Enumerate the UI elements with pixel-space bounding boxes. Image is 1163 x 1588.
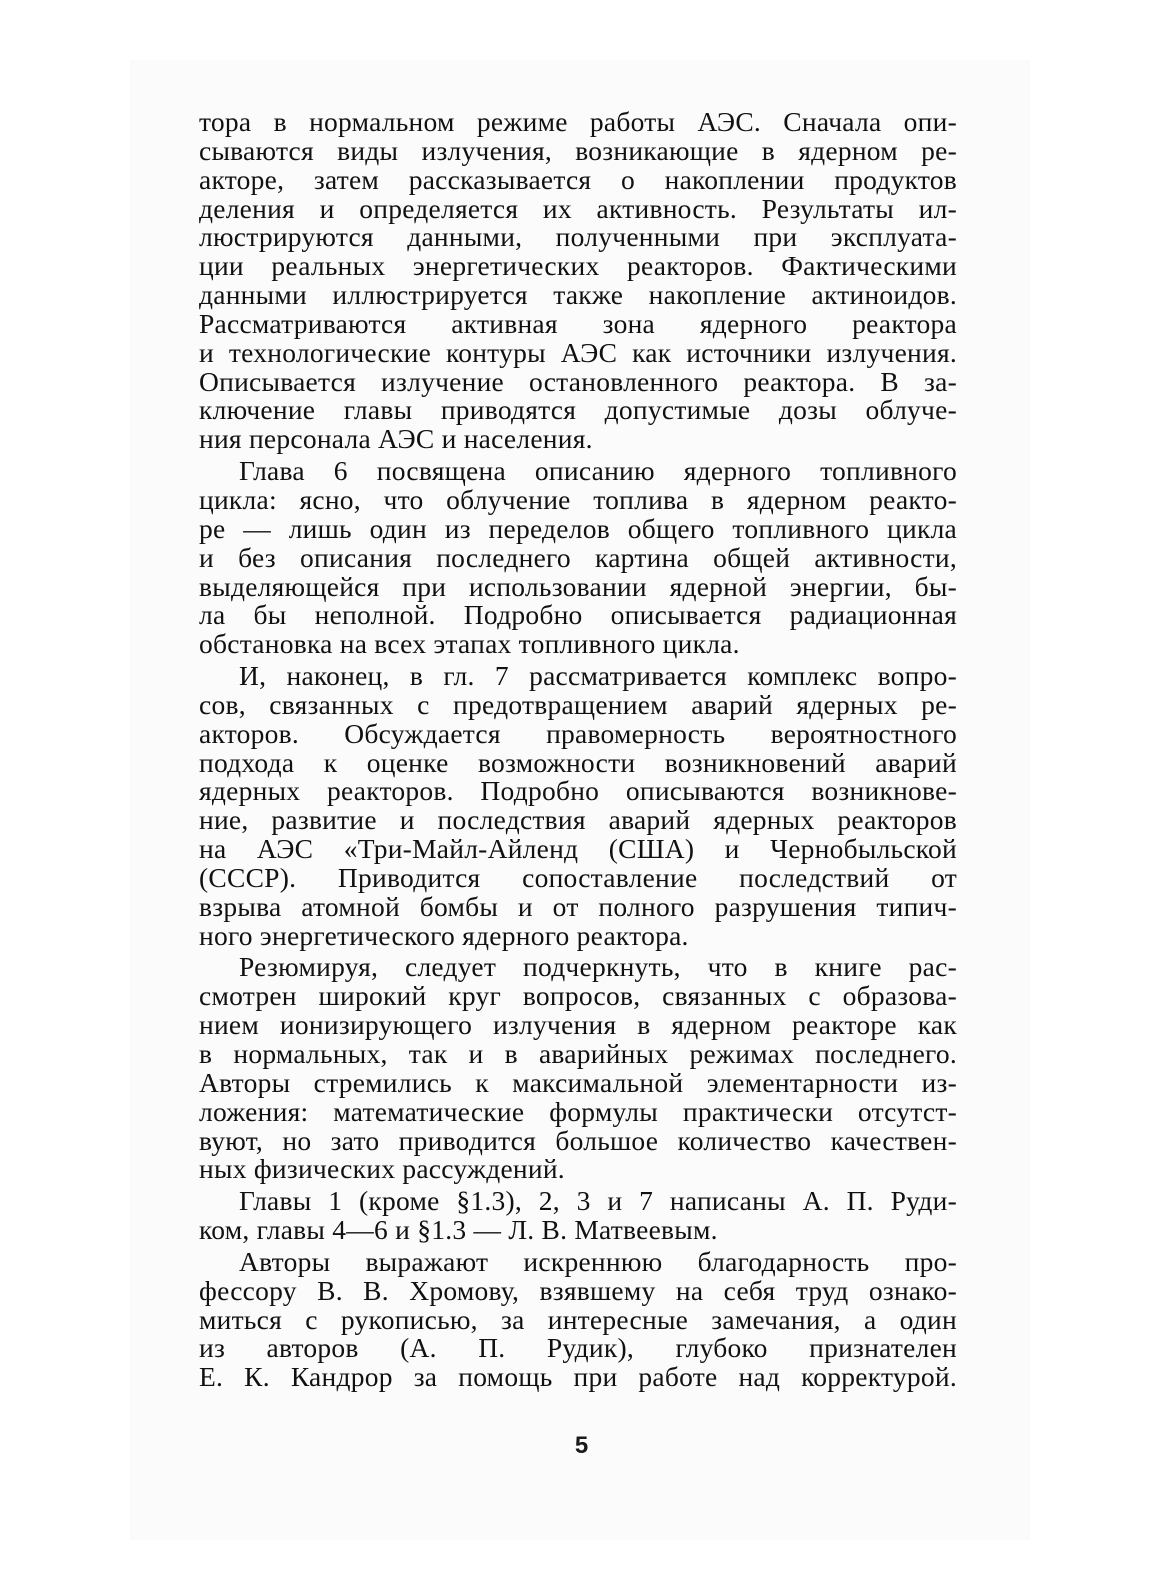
text-line: И, наконец, в гл. 7 рассматривается комплекс вопро-: [239, 660, 957, 692]
paragraph-1: [199, 108, 957, 454]
text-line: цикла: ясно, что облучение топлива в ядерном реакто-: [199, 483, 957, 515]
paragraph-5: [199, 1187, 957, 1245]
text-line: Описывается излучение остановленного реактора. В за-: [199, 365, 957, 397]
text-line: сов, связанных с предотвращением аварий ядерных ре-: [199, 688, 957, 720]
text-line: Авторы стремились к максимальной элементарности из-: [199, 1066, 957, 1098]
text-line: Рассматриваются активная зона ядерного реактора: [199, 307, 957, 339]
text-line: ного энергетического ядерного реактора.: [199, 919, 689, 951]
text-line: и без описания последнего картина общей активности,: [199, 541, 957, 573]
text-line: Резюмируя, следует подчеркнуть, что в книге рас-: [239, 951, 957, 983]
text-line: из авторов (А. П. Рудик), глубоко признателен: [199, 1332, 957, 1364]
text-line: Е. К. Кандрор за помощь при работе над корректурой.: [199, 1361, 957, 1393]
text-line: ядерных реакторов. Подробно описываются возникнове-: [199, 775, 957, 807]
text-line: в нормальных, так и в аварийных режимах последнего.: [199, 1038, 957, 1069]
paragraph-6: [199, 1245, 957, 1393]
text-line: фессору В. В. Хромову, взявшему на себя труд ознако-: [199, 1274, 957, 1306]
text-line: выделяющейся при использовании ядерной энергии, бы-: [199, 570, 957, 602]
text-line: ции реальных энергетических реакторов. Фактическими: [199, 250, 957, 282]
text-line: (СССР). Приводится сопоставление последствий от: [199, 861, 957, 893]
text-line: на АЭС «Три-Майл-Айленд (США) и Чернобыльской: [199, 833, 957, 865]
paragraph-3: [199, 662, 957, 950]
paragraph-4: [199, 953, 957, 1184]
text-line: акторе, затем рассказывается о накоплении продуктов: [199, 163, 957, 195]
text-line: Глава 6 посвящена описанию ядерного топливного: [239, 455, 957, 487]
text-line: ком, главы 4—6 и §1.3 — Л. В. Матвеевым.: [199, 1214, 718, 1246]
text-line: Авторы выражают искреннюю благодарность про-: [239, 1245, 957, 1277]
text-line: вуют, но зато приводится большое количество качествен-: [199, 1124, 957, 1156]
text-line: подхода к оценке возможности возникновений аварий: [199, 746, 957, 778]
text-line: данными иллюстрируется также накопление актиноидов.: [199, 279, 957, 311]
text-line: ние, развитие и последствия аварий ядерных реакторов: [199, 804, 957, 836]
text-line: ния персонала АЭС и населения.: [199, 423, 593, 455]
text-line: нием ионизирующего излучения в ядерном реакторе как: [199, 1009, 957, 1041]
text-line: ре — лишь один из переделов общего топливного цикла: [199, 512, 957, 544]
text-line: тора в нормальном режиме работы АЭС. Сначала опи-: [199, 106, 957, 137]
text-line: ла бы неполной. Подробно описывается радиационная: [199, 599, 957, 631]
page-number: 5: [574, 1432, 589, 1459]
text-line: и технологические контуры АЭС как источники излучения.: [199, 336, 957, 368]
text-line: деления и определяется их активность. Результаты ил-: [199, 192, 957, 224]
text-line: люстрируются данными, полученными при эксплуата-: [199, 221, 957, 253]
paragraph-2: [199, 457, 957, 659]
text-line: сываются виды излучения, возникающие в ядерном ре-: [199, 134, 957, 166]
text-line: ных физических рассуждений.: [199, 1153, 565, 1185]
text-line: смотрен широкий круг вопросов, связанных с образова-: [199, 980, 957, 1012]
text-line: Главы 1 (кроме §1.3), 2, 3 и 7 написаны А. П. Руди-: [239, 1185, 957, 1217]
text-line: ключение главы приводятся допустимые дозы облуче-: [199, 394, 957, 426]
text-line: взрыва атомной бомбы и от полного разрушения типич-: [199, 890, 957, 922]
text-line: акторов. Обсуждается правомерность вероятностного: [199, 717, 957, 749]
text-line: ложения: математические формулы практически отсутст-: [199, 1095, 957, 1127]
text-line: миться с рукописью, за интересные замечания, а один: [199, 1303, 957, 1335]
body-text: [199, 108, 957, 1392]
text-line: обстановка на всех этапах топливного цикла.: [199, 628, 740, 660]
